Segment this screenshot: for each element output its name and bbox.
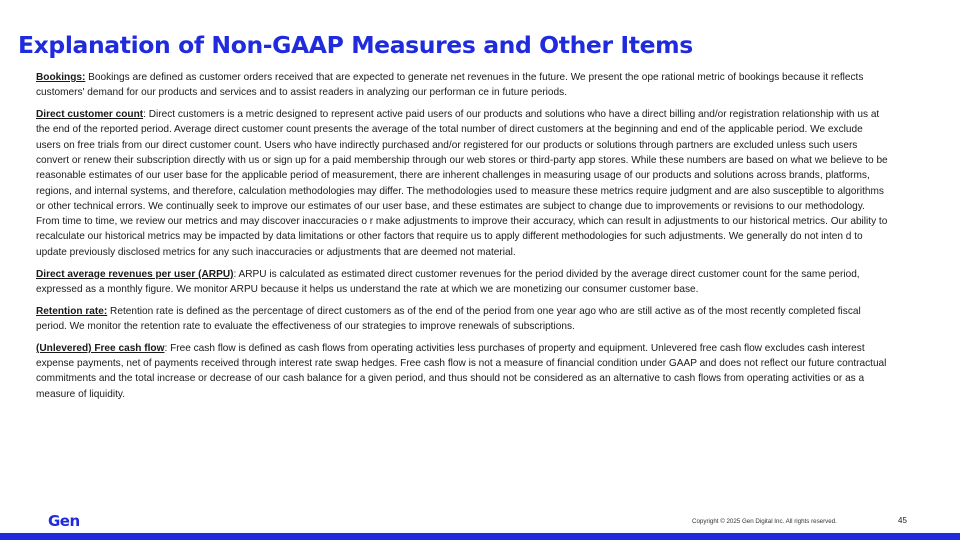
direct-customer-count-definition: : Direct customers is a metric designed to represent active paid users of our products and solutions who have a direct billing and/or registration relationship with us at the end of the reported period. Average direct customer count presents the average of the total number of direct customers at the beginning and end of the applicable period. We exclude users on free trials from our direct customer count. Users who have indirectly purchased and/or registered for our products or solutions through partners are excluded unless such users convert or renew their subscription directly with us or sign up for a paid membership through our web stores or third-party app stores. While these numbers are based on what we believe to be reasonable estimates of our user base for the applicable period of measurement, there are inherent challenges in measuring usage of our products and solutions across brands, platforms, regions, and internal systems, and therefore, calculation methodologies may differ. The methodologies used to measure these metrics require judgment and are also susceptible to algorithms or other technical errors. We continually seek to improve our estimates of our user base, and these estimates are subject to change due to improvements or revisions to our methodology. From time to time, we review our metrics and may discover inaccuracies o r make adjustments to improve their accuracy, which can result in adjustments to our historical metrics. Our ability to recalculate our historical metrics may be impacted by data limitations or other factors that require us to apply different methodologies for such adjustments. We generally do not inten d to update previously disclosed metrics for any such inaccuracies or adjustments that are deemed not material. — [36, 109, 888, 258]
copyright-notice: Copyright © 2025 Gen Digital Inc. All rights reserved. — [692, 518, 837, 525]
arpu-definition: : ARPU is calculated as estimated direct customer revenues for the period divided by the average direct customer count for the same period, expressed as a monthly figure. We monitor ARPU because it helps us understand the rate at which we are monetizing our consumer customer base. — [36, 268, 860, 295]
direct-customer-count-term: Direct customer count — [36, 109, 144, 121]
bookings-definition: Bookings are defined as customer orders received that are expected to generate net revenues in the future. We present the ope rational metric of bookings because it reflects customers' demand for our products and services and to assist readers in analyzing our performan ce in future periods. — [36, 72, 864, 99]
page-number: 45 — [898, 516, 907, 525]
arpu-term: Direct average revenues per user (ARPU) — [36, 268, 234, 280]
gen-logo: Gen — [48, 512, 80, 530]
retention-rate-definition: Retention rate is defined as the percentage of direct customers as of the end of the period from one year ago who are still active as of the most recently completed fiscal period. We monitor the retention rate to evaluate the effectiveness of our strategies to improve renewals of subscriptions. — [36, 305, 861, 332]
bookings-term: Bookings: — [36, 72, 86, 83]
direct-customer-count-paragraph — [36, 107, 888, 260]
free-cash-flow-paragraph — [36, 341, 888, 402]
free-cash-flow-term: (Unlevered) Free cash flow — [36, 342, 165, 354]
bookings-paragraph — [36, 70, 888, 101]
arpu-paragraph — [36, 267, 888, 298]
retention-rate-term: Retention rate: — [36, 305, 108, 317]
free-cash-flow-definition: : Free cash flow is defined as cash flows from operating activities less purchases of property and equipment. Unlevered free cash flow excludes cash interest expense payments, net of payments received through interest rate swap hedges. Free cash flow is not a measure of financial condition under GAAP and does not reflect our future contractual commitments and the total increase or decrease of our cash balance for a given period, and thus should not be considered as an alternative to cash flows from operating activities or as a measure of liquidity. — [36, 342, 887, 400]
definitions-body — [36, 70, 888, 408]
bottom-brand-bar — [0, 533, 960, 540]
retention-rate-paragraph — [36, 304, 888, 335]
page-title: Explanation of Non-GAAP Measures and Other Items — [18, 31, 693, 59]
